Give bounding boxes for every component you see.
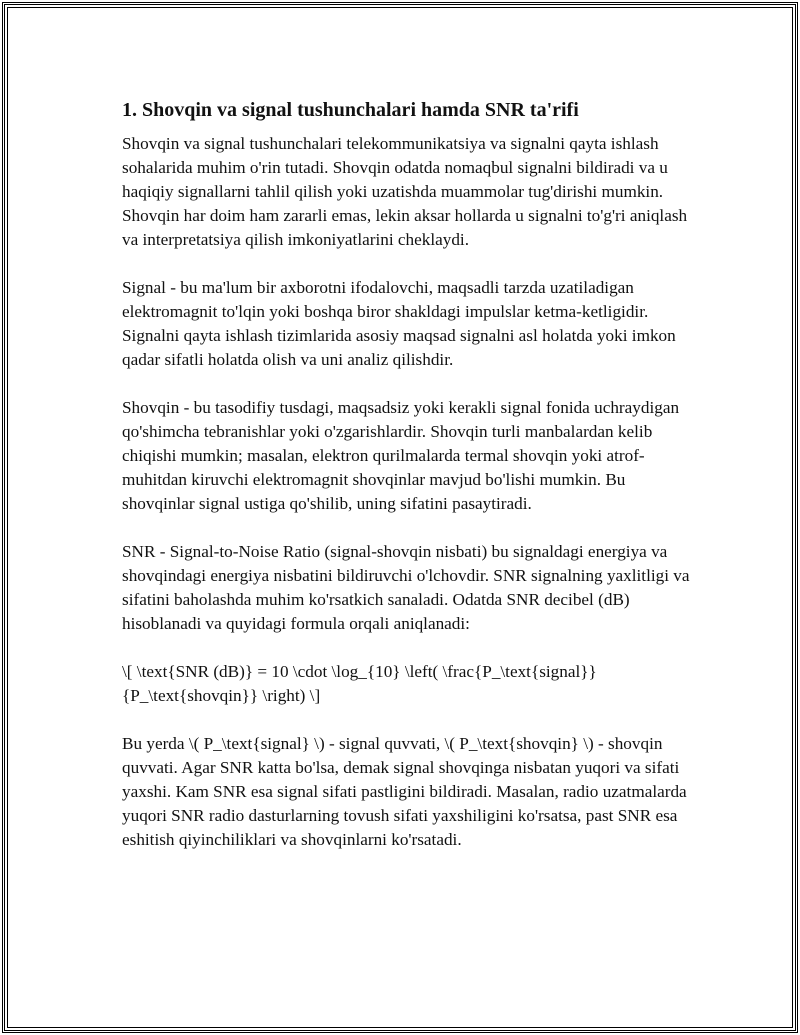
paragraph-snr-definition: SNR - Signal-to-Noise Ratio (signal-shovqin nisbati) bu signaldagi energiya va shovqindagi energiya nisbatini bildiruvchi o'lchovdir. SNR signalning yaxlitligi va sifatini baholashda muhim ko'rsatkich sanaladi. Odatda SNR decibel (dB) hisoblanadi va quyidagi formula orqali aniqlanadi: xyxy=(122,542,690,633)
paragraph-signal-definition: Signal - bu ma'lum bir axborotni ifodalovchi, maqsadli tarzda uzatiladigan elektromagnit to'lqin yoki boshqa biror shakldagi impulslar ketma-ketligidir. Signalni qayta ishlash tizimlarida asosiy maqsad signalni asl holatda yoki imkon qadar sifatli holatda olish va uni analiz qilishdir. xyxy=(122,278,676,369)
document-body xyxy=(122,95,702,876)
formula-snr: \[ \text{SNR (dB)} = 10 \cdot \log_{10} \left( \frac{P_\text{signal}}{P_\text{shovqin}} \right) \] xyxy=(122,662,597,705)
document-title: 1. Shovqin va signal tushunchalari hamda SNR ta'rifi xyxy=(122,99,579,121)
page-frame xyxy=(2,2,798,1033)
paragraph-snr-explanation: Bu yerda \( P_\text{signal} \) - signal quvvati, \( P_\text{shovqin} \) - shovqin quvvati. Agar SNR katta bo'lsa, demak signal shovqinga nisbatan yuqori va sifati yaxshi. Kam SNR esa signal sifati pastligini bildiradi. Masalan, radio uzatmalarda yuqori SNR radio dasturlarning tovush sifati yaxshiligini ko'rsatsa, past SNR esa eshitish qiyinchiliklari va shovqinlarni ko'rsatadi. xyxy=(122,734,687,849)
paragraph-intro: Shovqin va signal tushunchalari telekommunikatsiya va signalni qayta ishlash sohalarida muhim o'rin tutadi. Shovqin odatda nomaqbul signalni bildiradi va u haqiqiy signallarni tahlil qilish yoki uzatishda muammolar tug'dirishi mumkin. Shovqin har doim ham zararli emas, lekin aksar hollarda u signalni to'g'ri aniqlash va interpretatsiya qilish imkoniyatlarini cheklaydi. xyxy=(122,134,688,249)
paragraph-noise-definition: Shovqin - bu tasodifiy tusdagi, maqsadsiz yoki kerakli signal fonida uchraydigan qo'shimcha tebranishlar yoki o'zgarishlardir. Shovqin turli manbalardan kelib chiqishi mumkin; masalan, elektron qurilmalarda termal shovqin yoki atrof-muhitdan kiruvchi elektromagnit shovqinlar mavjud bo'lishi mumkin. Bu shovqinlar signal ustiga qo'shilib, uning sifatini pasaytiradi. xyxy=(122,398,680,513)
